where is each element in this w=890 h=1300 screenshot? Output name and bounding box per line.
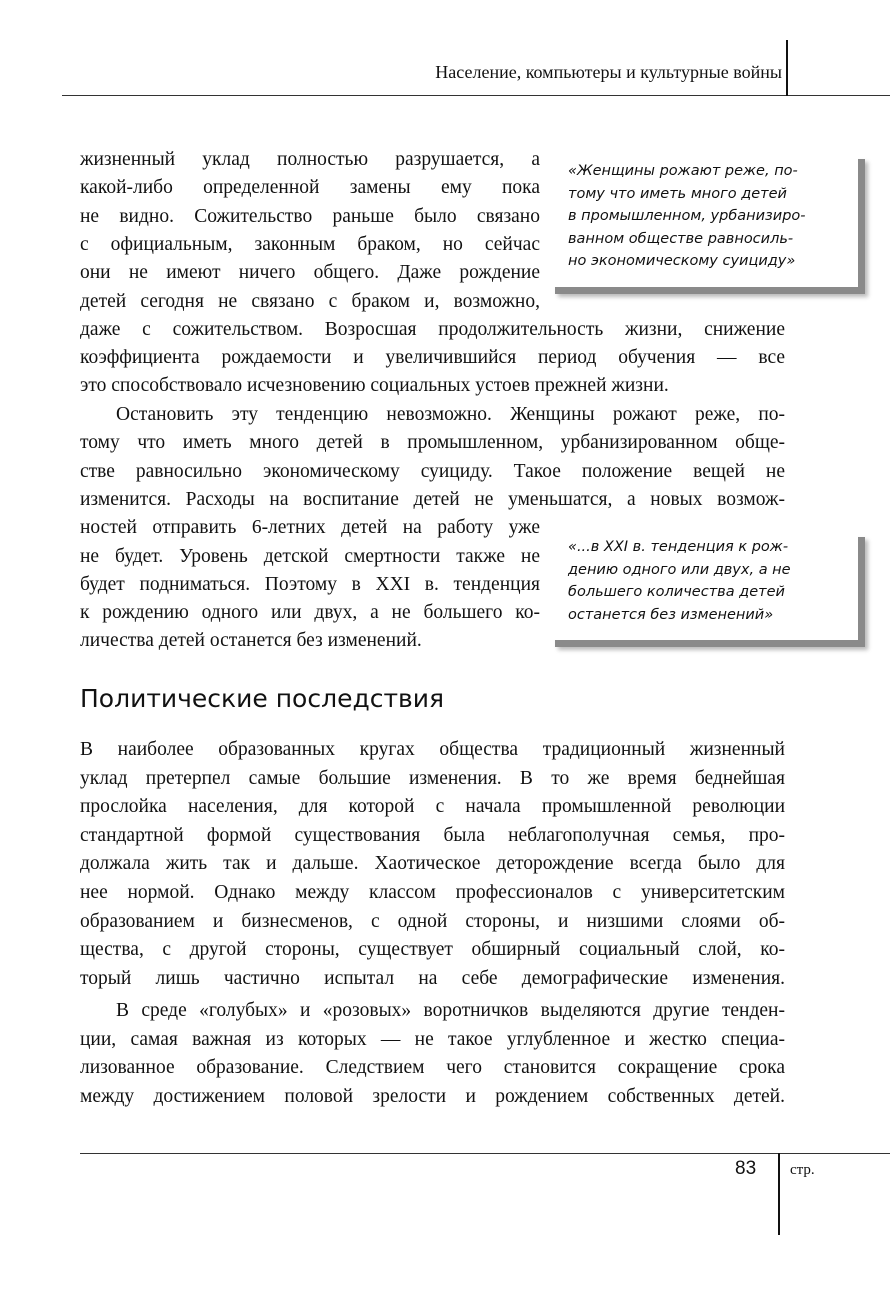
pullquote-line: большего количества детей [568,584,785,600]
header-rule [62,95,890,96]
running-header: Население, компьютеры и культурные войны [435,62,782,82]
text-line: В наиболее образованных кругах общества традиционный жизненный [80,739,785,760]
pullquote-1 [548,152,858,287]
text-line: личества детей останется без изменений. [80,630,422,652]
text-line: к рождению одного или двух, а не большего ко- [80,602,540,624]
pullquote-line: ванном обществе равносиль- [568,230,794,247]
text-line: щества, с другой стороны, существует обширный социальный слой, ко- [80,939,785,961]
text-line: ции, самая важная из которых — не такое углубленное и жестко специа- [80,1028,785,1050]
text-line: жизненный уклад полностью разрушается, а [80,149,540,170]
text-line: детей сегодня не связано с браком и, возможно, [80,290,540,312]
pullquote-2 [548,530,858,640]
text-line: В среде «голубых» и «розовых» воротничков выделяются другие тенден- [116,1000,785,1021]
pullquote-line: «...в XXI в. тенденция к рож- [568,539,789,555]
text-line: они не имеют ничего общего. Даже рождение [80,262,540,284]
pullquote-line: в промышленном, урбанизиро- [568,208,806,224]
text-line: тому что иметь много детей в промышленном, урбанизированном обще- [80,432,785,454]
text-line: не будет. Уровень детской смертности также не [80,545,540,567]
pullquote-line: но экономическому суициду» [568,253,796,269]
text-line: образованием и бизнесменов, с одной стороны, и низшими слоями об- [80,910,785,932]
text-line: Остановить эту тенденцию невозможно. Женщины рожают реже, по- [116,404,785,425]
text-line: коэффициента рождаемости и увеличившийся период обучения — все [80,347,785,369]
text-line: будет подниматься. Поэтому в XXI в. тенденция [80,573,540,595]
text-line: между достижением половой зрелости и рождением собственных детей. [80,1085,785,1107]
text-line: с официальным, законным браком, но сейчас [80,233,540,255]
text-line: какой-либо определенной замены ему пока [80,177,540,199]
pullquote-line: тому что иметь много детей [568,185,787,202]
text-line: даже с сожительством. Возросшая продолжительность жизни, снижение [80,318,785,340]
text-line: лизованное образование. Следствием чего становится сокращение срока [80,1057,785,1079]
text-line: уклад претерпел самые большие изменения. В то же время беднейшая [80,767,785,789]
text-line: стандартной формой существования была неблагополучная семья, про- [80,824,785,846]
text-line: ностей отправить 6-летних детей на работу уже [80,517,540,539]
text-line: изменится. Расходы на воспитание детей не уменьшатся, а новых возмож- [80,488,785,510]
text-line: не видно. Сожительство раньше было связано [80,205,540,227]
pullquote-line: «Женщины рожают реже, по- [568,163,798,179]
text-line: должала жить так и дальше. Хаотическое деторождение всегда было для [80,853,785,875]
page-label: стр. [790,1162,815,1178]
text-line: это способствовало исчезновению социальных устоев прежней жизни. [80,375,669,397]
footer-bar [778,1153,780,1235]
pullquote-line: дению одного или двух, а не [568,561,791,578]
footer-rule [80,1153,890,1154]
pullquote-line: останется без изменений» [568,606,774,623]
page-number: 83 [735,1158,757,1179]
text-line: стве равносильно экономическому суициду. Такое положение вещей не [80,460,785,482]
header-bar [786,40,788,96]
text-line: торый лишь частично испытал на себе демографические изменения. [80,967,785,989]
text-line: прослойка населения, для которой с начала промышленной революции [80,796,785,818]
text-line: нее нормой. Однако между классом профессионалов с университетским [80,882,785,903]
section-heading: Политические последствия [80,684,445,713]
